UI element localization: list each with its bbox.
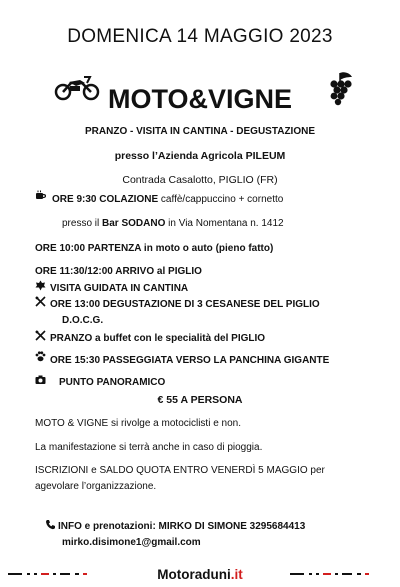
footer-dash-red — [365, 573, 369, 575]
footer-dash — [316, 573, 319, 575]
degustazione-line: ORE 13:00 DEGUSTAZIONE DI 3 CESANESE DEL PIGLIO — [50, 299, 320, 310]
event-subtitle: PRANZO - VISITA IN CANTINA - DEGUSTAZIONE — [85, 126, 315, 137]
bar-line: presso il Bar SODANO in Via Nomentana n. 1412 — [62, 218, 284, 229]
grape-leaf-icon — [35, 280, 46, 291]
crossed-utensils-icon — [35, 330, 46, 341]
passeggiata-line: ORE 15:30 PASSEGGIATA VERSO LA PANCHINA GIGANTE — [50, 355, 330, 366]
venue-line: presso l’Azienda Agricola PILEUM — [114, 150, 286, 162]
partenza-line: ORE 10:00 PARTENZA in moto o auto (pieno fatto) — [35, 243, 274, 254]
footer-dash — [342, 573, 352, 575]
event-title: MOTO&VIGNE — [107, 84, 293, 114]
footer — [0, 564, 400, 584]
footer-dash-red — [323, 573, 331, 575]
footer-dash — [335, 573, 338, 575]
camera-icon — [35, 374, 46, 385]
event-date: DOMENICA 14 MAGGIO 2023 — [67, 26, 333, 47]
price: € 55 A PERSONA — [157, 394, 243, 406]
arrivo-line: ORE 11:30/12:00 ARRIVO al PIGLIO — [35, 266, 202, 277]
grapes-icon — [326, 71, 354, 107]
pranzo-line: PRANZO a buffet con le specialità del PIGLIO — [50, 333, 266, 344]
iscrizioni-line-1: ISCRIZIONI e SALDO QUOTA ENTRO VENERDÌ 5 MAGGIO per — [35, 465, 325, 476]
iscrizioni-line-2: agevolare l’organizzazione. — [35, 481, 157, 492]
rivolge-line: MOTO & VIGNE si rivolge a motociclisti e non. — [35, 418, 242, 429]
contact-line-1: INFO e prenotazioni: MIRKO DI SIMONE 3295684413 — [58, 521, 306, 532]
footer-dash — [290, 573, 304, 575]
footer-brand-logo: Motoraduni.it — [157, 567, 243, 582]
venue-address: Contrada Casalotto, PIGLIO (FR) — [122, 174, 278, 186]
colazione-line: ORE 9:30 COLAZIONE caffè/cappuccino + cornetto — [52, 194, 284, 205]
visita-line: VISITA GUIDATA IN CANTINA — [50, 283, 189, 294]
coffee-cup-icon — [35, 190, 46, 201]
contact-email[interactable]: mirko.disimone1@gmail.com — [62, 537, 201, 548]
crossed-utensils-icon — [35, 296, 46, 307]
paw-icon — [35, 351, 46, 362]
phone-icon — [45, 519, 56, 530]
panoramico-line: PUNTO PANORAMICO — [59, 377, 166, 388]
degustazione-docg: D.O.C.G. — [62, 315, 104, 326]
footer-dash — [357, 573, 361, 575]
footer-dash — [309, 573, 312, 575]
pioggia-line: La manifestazione si terrà anche in caso di pioggia. — [35, 442, 263, 453]
